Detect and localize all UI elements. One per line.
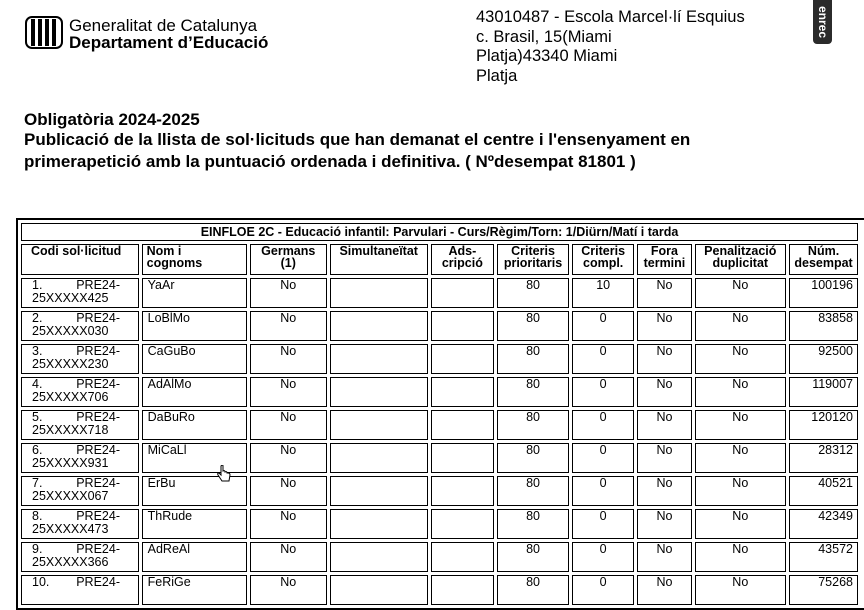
cell-fora: No	[637, 410, 691, 440]
cell-nom: ErBu	[142, 476, 247, 506]
cell-prioritaris: 80	[497, 476, 569, 506]
table-row	[21, 377, 858, 407]
cell-simultaneitat	[330, 278, 428, 308]
cell-prioritaris: 80	[497, 542, 569, 572]
code-prefix: PRE24-	[76, 476, 120, 490]
cell-simultaneitat	[330, 575, 428, 605]
cell-simultaneitat	[330, 377, 428, 407]
cell-penalitzacio: No	[695, 311, 787, 341]
org-line-1: Generalitat de Catalunya	[69, 16, 258, 35]
row-number: 6.	[32, 443, 43, 457]
cell-fora: No	[637, 542, 691, 572]
cell-compl: 0	[572, 575, 634, 605]
row-number: 2.	[32, 311, 43, 325]
cell-fora: No	[637, 509, 691, 539]
cell-desempat: 100196	[789, 278, 858, 308]
cell-desempat: 120120	[789, 410, 858, 440]
col-header-nom: Nom i cognoms	[142, 244, 247, 275]
cell-fora: No	[637, 443, 691, 473]
code-prefix: PRE24-	[76, 377, 120, 391]
side-tab[interactable]: enrec	[813, 0, 832, 44]
cell-adscripcio	[431, 278, 494, 308]
cell-fora: No	[637, 575, 691, 605]
col-header-prioritaris: Criteris prioritaris	[497, 244, 569, 275]
cell-fora: No	[637, 377, 691, 407]
cell-germans: No	[250, 377, 327, 407]
cell-desempat: 92500	[789, 344, 858, 374]
col-header-germans: Germans (1)	[250, 244, 327, 275]
cell-simultaneitat	[330, 311, 428, 341]
cell-prioritaris: 80	[497, 443, 569, 473]
table-row	[21, 344, 858, 374]
cell-nom: LoBlMo	[142, 311, 247, 341]
cell-simultaneitat	[330, 344, 428, 374]
col-header-compl: Criteris compl.	[572, 244, 634, 275]
code-value: 25XXXXX366	[32, 555, 109, 569]
cell-simultaneitat	[330, 410, 428, 440]
col-header-codi: Codi sol·licitud	[21, 244, 139, 275]
cell-germans: No	[250, 575, 327, 605]
cell-adscripcio	[431, 476, 494, 506]
cell-penalitzacio: No	[695, 278, 787, 308]
cell-penalitzacio: No	[695, 377, 787, 407]
table-row	[21, 542, 858, 572]
cell-desempat: 75268	[789, 575, 858, 605]
cell-compl: 0	[572, 311, 634, 341]
col-header-fora: Fora termini	[637, 244, 691, 275]
code-prefix: PRE24-	[76, 509, 120, 523]
code-value: 25XXXXX473	[32, 522, 109, 536]
cell-germans: No	[250, 542, 327, 572]
cell-germans: No	[250, 278, 327, 308]
cell-prioritaris: 80	[497, 311, 569, 341]
cell-adscripcio	[431, 575, 494, 605]
generalitat-logo-icon	[25, 15, 63, 49]
page-description	[24, 129, 794, 173]
table-row	[21, 509, 858, 539]
col-header-adscripcio: Ads- cripció	[431, 244, 494, 275]
cell-codi	[21, 476, 139, 506]
header-row	[21, 244, 858, 275]
table-row	[21, 278, 858, 308]
row-number: 7.	[32, 476, 43, 490]
table-row	[21, 410, 858, 440]
cell-fora: No	[637, 278, 691, 308]
cell-nom: AdReAl	[142, 542, 247, 572]
applications-table	[16, 218, 864, 610]
cell-adscripcio	[431, 344, 494, 374]
cell-penalitzacio: No	[695, 575, 787, 605]
cell-compl: 0	[572, 344, 634, 374]
cell-codi	[21, 344, 139, 374]
table-row	[21, 575, 858, 605]
description-line: primerapetició amb la puntuació ordenada i definitiva. ( Nºdesempat 81801 )	[24, 152, 636, 171]
cell-simultaneitat	[330, 476, 428, 506]
cell-compl: 0	[572, 377, 634, 407]
cell-codi	[21, 575, 139, 605]
page-title: Obligatòria 2024-2025	[24, 110, 200, 129]
cell-compl: 0	[572, 542, 634, 572]
cell-adscripcio	[431, 410, 494, 440]
cell-nom: DaBuRo	[142, 410, 247, 440]
cell-prioritaris: 80	[497, 278, 569, 308]
cell-fora: No	[637, 311, 691, 341]
row-number: 4.	[32, 377, 43, 391]
cell-desempat: 42349	[789, 509, 858, 539]
cell-desempat: 43572	[789, 542, 858, 572]
cell-adscripcio	[431, 311, 494, 341]
row-number: 9.	[32, 542, 43, 556]
cell-simultaneitat	[330, 443, 428, 473]
cell-prioritaris: 80	[497, 344, 569, 374]
cell-fora: No	[637, 344, 691, 374]
code-prefix: PRE24-	[76, 542, 120, 556]
code-prefix: PRE24-	[76, 575, 120, 589]
school-line: 43010487 - Escola Marcel·lí Esquius	[476, 8, 745, 26]
row-number: 3.	[32, 344, 43, 358]
school-line: Platja	[476, 66, 518, 85]
row-number: 10.	[32, 575, 50, 589]
cell-fora: No	[637, 476, 691, 506]
cell-adscripcio	[431, 443, 494, 473]
cell-nom: ThRude	[142, 509, 247, 539]
hand-cursor-icon	[216, 465, 232, 483]
cell-compl: 0	[572, 476, 634, 506]
cell-germans: No	[250, 509, 327, 539]
cell-compl: 0	[572, 509, 634, 539]
cell-penalitzacio: No	[695, 509, 787, 539]
cell-germans: No	[250, 311, 327, 341]
cell-compl: 0	[572, 443, 634, 473]
cell-penalitzacio: No	[695, 476, 787, 506]
code-value: 25XXXXX230	[32, 357, 109, 371]
cell-adscripcio	[431, 542, 494, 572]
code-value: 25XXXXX425	[32, 291, 109, 305]
cell-penalitzacio: No	[695, 542, 787, 572]
cell-codi	[21, 278, 139, 308]
code-prefix: PRE24-	[76, 278, 120, 292]
cell-adscripcio	[431, 509, 494, 539]
cell-simultaneitat	[330, 509, 428, 539]
cell-nom: AdAlMo	[142, 377, 247, 407]
cell-nom: YaAr	[142, 278, 247, 308]
cell-codi	[21, 509, 139, 539]
col-header-simultaneitat: Simultaneïtat	[330, 244, 428, 275]
row-number: 1.	[32, 278, 43, 292]
cell-codi	[21, 542, 139, 572]
description-line: Publicació de la llista de sol·licituds que han demanat el centre i l'ensenyament en	[24, 130, 691, 149]
code-prefix: PRE24-	[76, 344, 120, 358]
table-row	[21, 476, 858, 506]
cell-simultaneitat	[330, 542, 428, 572]
cell-codi	[21, 311, 139, 341]
cell-desempat: 40521	[789, 476, 858, 506]
cell-penalitzacio: No	[695, 410, 787, 440]
table-row	[21, 443, 858, 473]
cell-penalitzacio: No	[695, 443, 787, 473]
cell-compl: 0	[572, 410, 634, 440]
code-value: 25XXXXX718	[32, 423, 109, 437]
cell-prioritaris: 80	[497, 575, 569, 605]
code-value: 25XXXXX931	[32, 456, 109, 470]
col-header-desempat: Núm. desempat	[789, 244, 858, 275]
cell-nom: MiCaLl	[142, 443, 247, 473]
table-row	[21, 311, 858, 341]
cell-codi	[21, 377, 139, 407]
group-title: EINFLOE 2C - Educació infantil: Parvulari - Curs/Règim/Torn: 1/Diürn/Matí i tarda	[21, 223, 858, 241]
cell-prioritaris: 80	[497, 410, 569, 440]
cell-penalitzacio: No	[695, 344, 787, 374]
code-value: 25XXXXX067	[32, 489, 109, 503]
cell-prioritaris: 80	[497, 509, 569, 539]
cell-codi	[21, 410, 139, 440]
row-number: 5.	[32, 410, 43, 424]
cell-adscripcio	[431, 377, 494, 407]
cell-germans: No	[250, 344, 327, 374]
code-value: 25XXXXX030	[32, 324, 109, 338]
code-prefix: PRE24-	[76, 443, 120, 457]
cell-desempat: 28312	[789, 443, 858, 473]
org-line-2: Departament d’Educació	[69, 33, 269, 52]
cell-nom: FeRiGe	[142, 575, 247, 605]
cell-compl: 10	[572, 278, 634, 308]
cell-desempat: 83858	[789, 311, 858, 341]
cell-germans: No	[250, 443, 327, 473]
row-number: 8.	[32, 509, 43, 523]
cell-desempat: 119007	[789, 377, 858, 407]
col-header-penalitzacio: Penalització duplicitat	[695, 244, 787, 275]
code-value: 25XXXXX706	[32, 390, 109, 404]
cell-germans: No	[250, 410, 327, 440]
organization-name	[69, 17, 268, 51]
cell-prioritaris: 80	[497, 377, 569, 407]
school-line: c. Brasil, 15(Miami	[476, 27, 612, 46]
code-prefix: PRE24-	[76, 311, 120, 325]
school-address	[476, 8, 796, 86]
school-line: Platja)43340 Miami	[476, 47, 618, 65]
code-prefix: PRE24-	[76, 410, 120, 424]
cell-germans: No	[250, 476, 327, 506]
cell-codi	[21, 443, 139, 473]
cell-nom: CaGuBo	[142, 344, 247, 374]
